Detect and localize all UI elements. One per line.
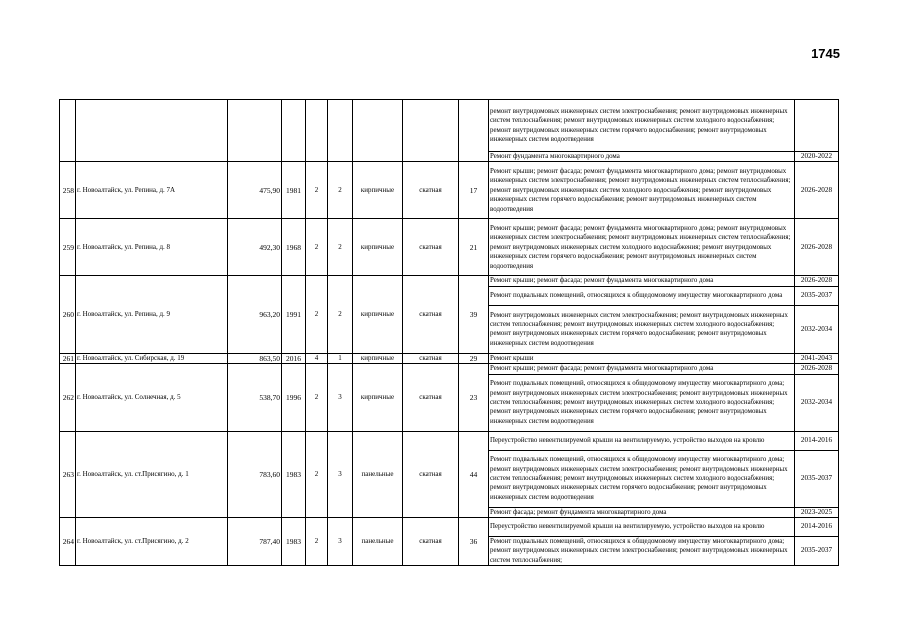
walls-cell: кирпичные bbox=[353, 276, 403, 353]
row-number: 258 bbox=[60, 162, 76, 219]
table-row bbox=[60, 100, 839, 152]
year-cell: 1983 bbox=[282, 518, 306, 566]
work-period: 2032-2034 bbox=[795, 305, 839, 353]
walls-cell: кирпичные bbox=[353, 219, 403, 276]
work-description: Ремонт крыши; ремонт фасада; ремонт фундамента многоквартирного дома bbox=[489, 364, 795, 374]
entrances-cell: 3 bbox=[328, 518, 353, 566]
entrances-cell: 2 bbox=[328, 276, 353, 353]
work-period: 2014-2016 bbox=[795, 431, 839, 450]
table-row bbox=[60, 219, 839, 276]
year-cell: 1991 bbox=[282, 276, 306, 353]
apartments-cell: 21 bbox=[459, 219, 489, 276]
work-period: 2032-2034 bbox=[795, 374, 839, 431]
year-cell: 1981 bbox=[282, 162, 306, 219]
entrances-cell: 2 bbox=[328, 162, 353, 219]
address-cell: г. Новоалтайск, ул. Солнечная, д. 5 bbox=[76, 364, 228, 431]
floors-cell: 2 bbox=[306, 364, 328, 431]
apartments-cell bbox=[459, 100, 489, 162]
work-period: 2035-2037 bbox=[795, 537, 839, 566]
work-period bbox=[795, 100, 839, 152]
entrances-cell bbox=[328, 100, 353, 162]
work-description: Ремонт крыши bbox=[489, 353, 795, 363]
entrances-cell: 1 bbox=[328, 353, 353, 363]
work-description: Ремонт фундамента многоквартирного дома bbox=[489, 152, 795, 162]
work-description: Ремонт фасада; ремонт фундамента многоквартирного дома bbox=[489, 507, 795, 517]
address-cell: г. Новоалтайск, ул. Репина, д. 8 bbox=[76, 219, 228, 276]
work-period: 2014-2016 bbox=[795, 518, 839, 537]
floors-cell: 2 bbox=[306, 219, 328, 276]
floors-cell: 4 bbox=[306, 353, 328, 363]
apartments-cell: 36 bbox=[459, 518, 489, 566]
row-number: 260 bbox=[60, 276, 76, 353]
address-cell bbox=[76, 100, 228, 162]
work-period: 2035-2037 bbox=[795, 286, 839, 305]
walls-cell bbox=[353, 100, 403, 162]
capital-repair-table bbox=[59, 99, 839, 566]
year-cell: 1983 bbox=[282, 431, 306, 517]
year-cell: 1968 bbox=[282, 219, 306, 276]
work-description: Ремонт внутридомовых инженерных систем электроснабжения; ремонт внутридомовых инженерных систем теплоснабжения; ремонт внутридомовых инженерных систем холодного водоснабжения; ремонт внутридомовых инженерных систем горячего водоснабжения; ремонт внутридомовых инженерных систем водоотведения bbox=[489, 305, 795, 353]
roof-cell bbox=[403, 100, 459, 162]
entrances-cell: 3 bbox=[328, 431, 353, 517]
row-number: 264 bbox=[60, 518, 76, 566]
address-cell: г. Новоалтайск, ул. ст.Присягино, д. 2 bbox=[76, 518, 228, 566]
row-number: 262 bbox=[60, 364, 76, 431]
roof-cell: скатная bbox=[403, 276, 459, 353]
area-cell bbox=[228, 100, 282, 162]
roof-cell: скатная bbox=[403, 162, 459, 219]
entrances-cell: 2 bbox=[328, 219, 353, 276]
roof-cell: скатная bbox=[403, 364, 459, 431]
table-row bbox=[60, 364, 839, 374]
apartments-cell: 17 bbox=[459, 162, 489, 219]
work-description: Ремонт подвальных помещений, относящихся к общедомовому имуществу многоквартирного дома; ремонт внутридомовых инженерных систем электроснабжения; ремонт внутридомовых инженерных систем теплоснабжения; bbox=[489, 537, 795, 566]
work-period: 2035-2037 bbox=[795, 450, 839, 507]
floors-cell: 2 bbox=[306, 518, 328, 566]
walls-cell: панельные bbox=[353, 431, 403, 517]
work-period: 2026-2028 bbox=[795, 219, 839, 276]
floors-cell bbox=[306, 100, 328, 162]
year-cell: 1996 bbox=[282, 364, 306, 431]
work-description: ремонт внутридомовых инженерных систем электроснабжения; ремонт внутридомовых инженерных систем теплоснабжения; ремонт внутридомовых инженерных систем холодного водоснабжения; ремонт внутридомовых инженерных систем горячего водоснабжения; ремонт внутридомовых инженерных систем водоотведения bbox=[489, 100, 795, 152]
work-description: Ремонт крыши; ремонт фасада; ремонт фундамента многоквартирного дома; ремонт внутридомовых инженерных систем электроснабжения; ремонт внутридомовых инженерных систем теплоснабжения; ремонт внутридомовых инженерных систем холодного водоснабжения; ремонт внутридомовых инженерных систем горячего водоснабжения; ремонт внутридомовых инженерных систем водоотведения bbox=[489, 219, 795, 276]
year-cell bbox=[282, 100, 306, 162]
work-description: Ремонт подвальных помещений, относящихся к общедомовому имуществу многоквартирного дома bbox=[489, 286, 795, 305]
row-number bbox=[60, 100, 76, 162]
row-number: 259 bbox=[60, 219, 76, 276]
row-number: 263 bbox=[60, 431, 76, 517]
address-cell: г. Новоалтайск, ул. Репина, д. 7А bbox=[76, 162, 228, 219]
work-description: Переустройство невентилируемой крыши на вентилируемую, устройство выходов на кровлю bbox=[489, 518, 795, 537]
address-cell: г. Новоалтайск, ул. Репина, д. 9 bbox=[76, 276, 228, 353]
table-row bbox=[60, 353, 839, 363]
table-row bbox=[60, 518, 839, 537]
walls-cell: панельные bbox=[353, 518, 403, 566]
work-description: Ремонт крыши; ремонт фасада; ремонт фундамента многоквартирного дома bbox=[489, 276, 795, 286]
address-cell: г. Новоалтайск, ул. Сибирская, д. 19 bbox=[76, 353, 228, 363]
year-cell: 2016 bbox=[282, 353, 306, 363]
walls-cell: кирпичные bbox=[353, 353, 403, 363]
apartments-cell: 44 bbox=[459, 431, 489, 517]
roof-cell: скатная bbox=[403, 431, 459, 517]
walls-cell: кирпичные bbox=[353, 364, 403, 431]
address-cell: г. Новоалтайск, ул. ст.Присягино, д. 1 bbox=[76, 431, 228, 517]
area-cell: 475,90 bbox=[228, 162, 282, 219]
table-body bbox=[60, 100, 839, 566]
area-cell: 787,40 bbox=[228, 518, 282, 566]
page-number: 1745 bbox=[811, 46, 840, 61]
row-number: 261 bbox=[60, 353, 76, 363]
entrances-cell: 3 bbox=[328, 364, 353, 431]
roof-cell: скатная bbox=[403, 518, 459, 566]
floors-cell: 2 bbox=[306, 276, 328, 353]
table-row bbox=[60, 431, 839, 450]
area-cell: 538,70 bbox=[228, 364, 282, 431]
table-row bbox=[60, 276, 839, 286]
area-cell: 963,20 bbox=[228, 276, 282, 353]
area-cell: 783,60 bbox=[228, 431, 282, 517]
work-description: Переустройство невентилируемой крыши на вентилируемую, устройство выходов на кровлю bbox=[489, 431, 795, 450]
floors-cell: 2 bbox=[306, 162, 328, 219]
apartments-cell: 23 bbox=[459, 364, 489, 431]
work-description: Ремонт подвальных помещений, относящихся к общедомовому имуществу многоквартирного дома; ремонт внутридомовых инженерных систем электроснабжения; ремонт внутридомовых инженерных систем теплоснабжения; ремонт внутридомовых инженерных систем холодного водоснабжения; ремонт внутридомовых инженерных систем горячего водоснабжения; ремонт внутридомовых инженерных систем водоотведения bbox=[489, 374, 795, 431]
apartments-cell: 29 bbox=[459, 353, 489, 363]
roof-cell: скатная bbox=[403, 219, 459, 276]
work-period: 2026-2028 bbox=[795, 162, 839, 219]
work-period: 2023-2025 bbox=[795, 507, 839, 517]
area-cell: 492,30 bbox=[228, 219, 282, 276]
table-row bbox=[60, 162, 839, 219]
walls-cell: кирпичные bbox=[353, 162, 403, 219]
floors-cell: 2 bbox=[306, 431, 328, 517]
work-description: Ремонт подвальных помещений, относящихся к общедомовому имуществу многоквартирного дома; ремонт внутридомовых инженерных систем электроснабжения; ремонт внутридомовых инженерных систем теплоснабжения; ремонт внутридомовых инженерных систем холодного водоснабжения; ремонт внутридомовых инженерных систем горячего водоснабжения; ремонт внутридомовых инженерных систем водоотведения bbox=[489, 450, 795, 507]
work-period: 2041-2043 bbox=[795, 353, 839, 363]
roof-cell: скатная bbox=[403, 353, 459, 363]
area-cell: 863,50 bbox=[228, 353, 282, 363]
work-period: 2026-2028 bbox=[795, 276, 839, 286]
work-period: 2026-2028 bbox=[795, 364, 839, 374]
apartments-cell: 39 bbox=[459, 276, 489, 353]
work-period: 2020-2022 bbox=[795, 152, 839, 162]
work-description: Ремонт крыши; ремонт фасада; ремонт фундамента многоквартирного дома; ремонт внутридомовых инженерных систем электроснабжения; ремонт внутридомовых инженерных систем теплоснабжения; ремонт внутридомовых инженерных систем холодного водоснабжения; ремонт внутридомовых инженерных систем горячего водоснабжения; ремонт внутридомовых инженерных систем водоотведения bbox=[489, 162, 795, 219]
